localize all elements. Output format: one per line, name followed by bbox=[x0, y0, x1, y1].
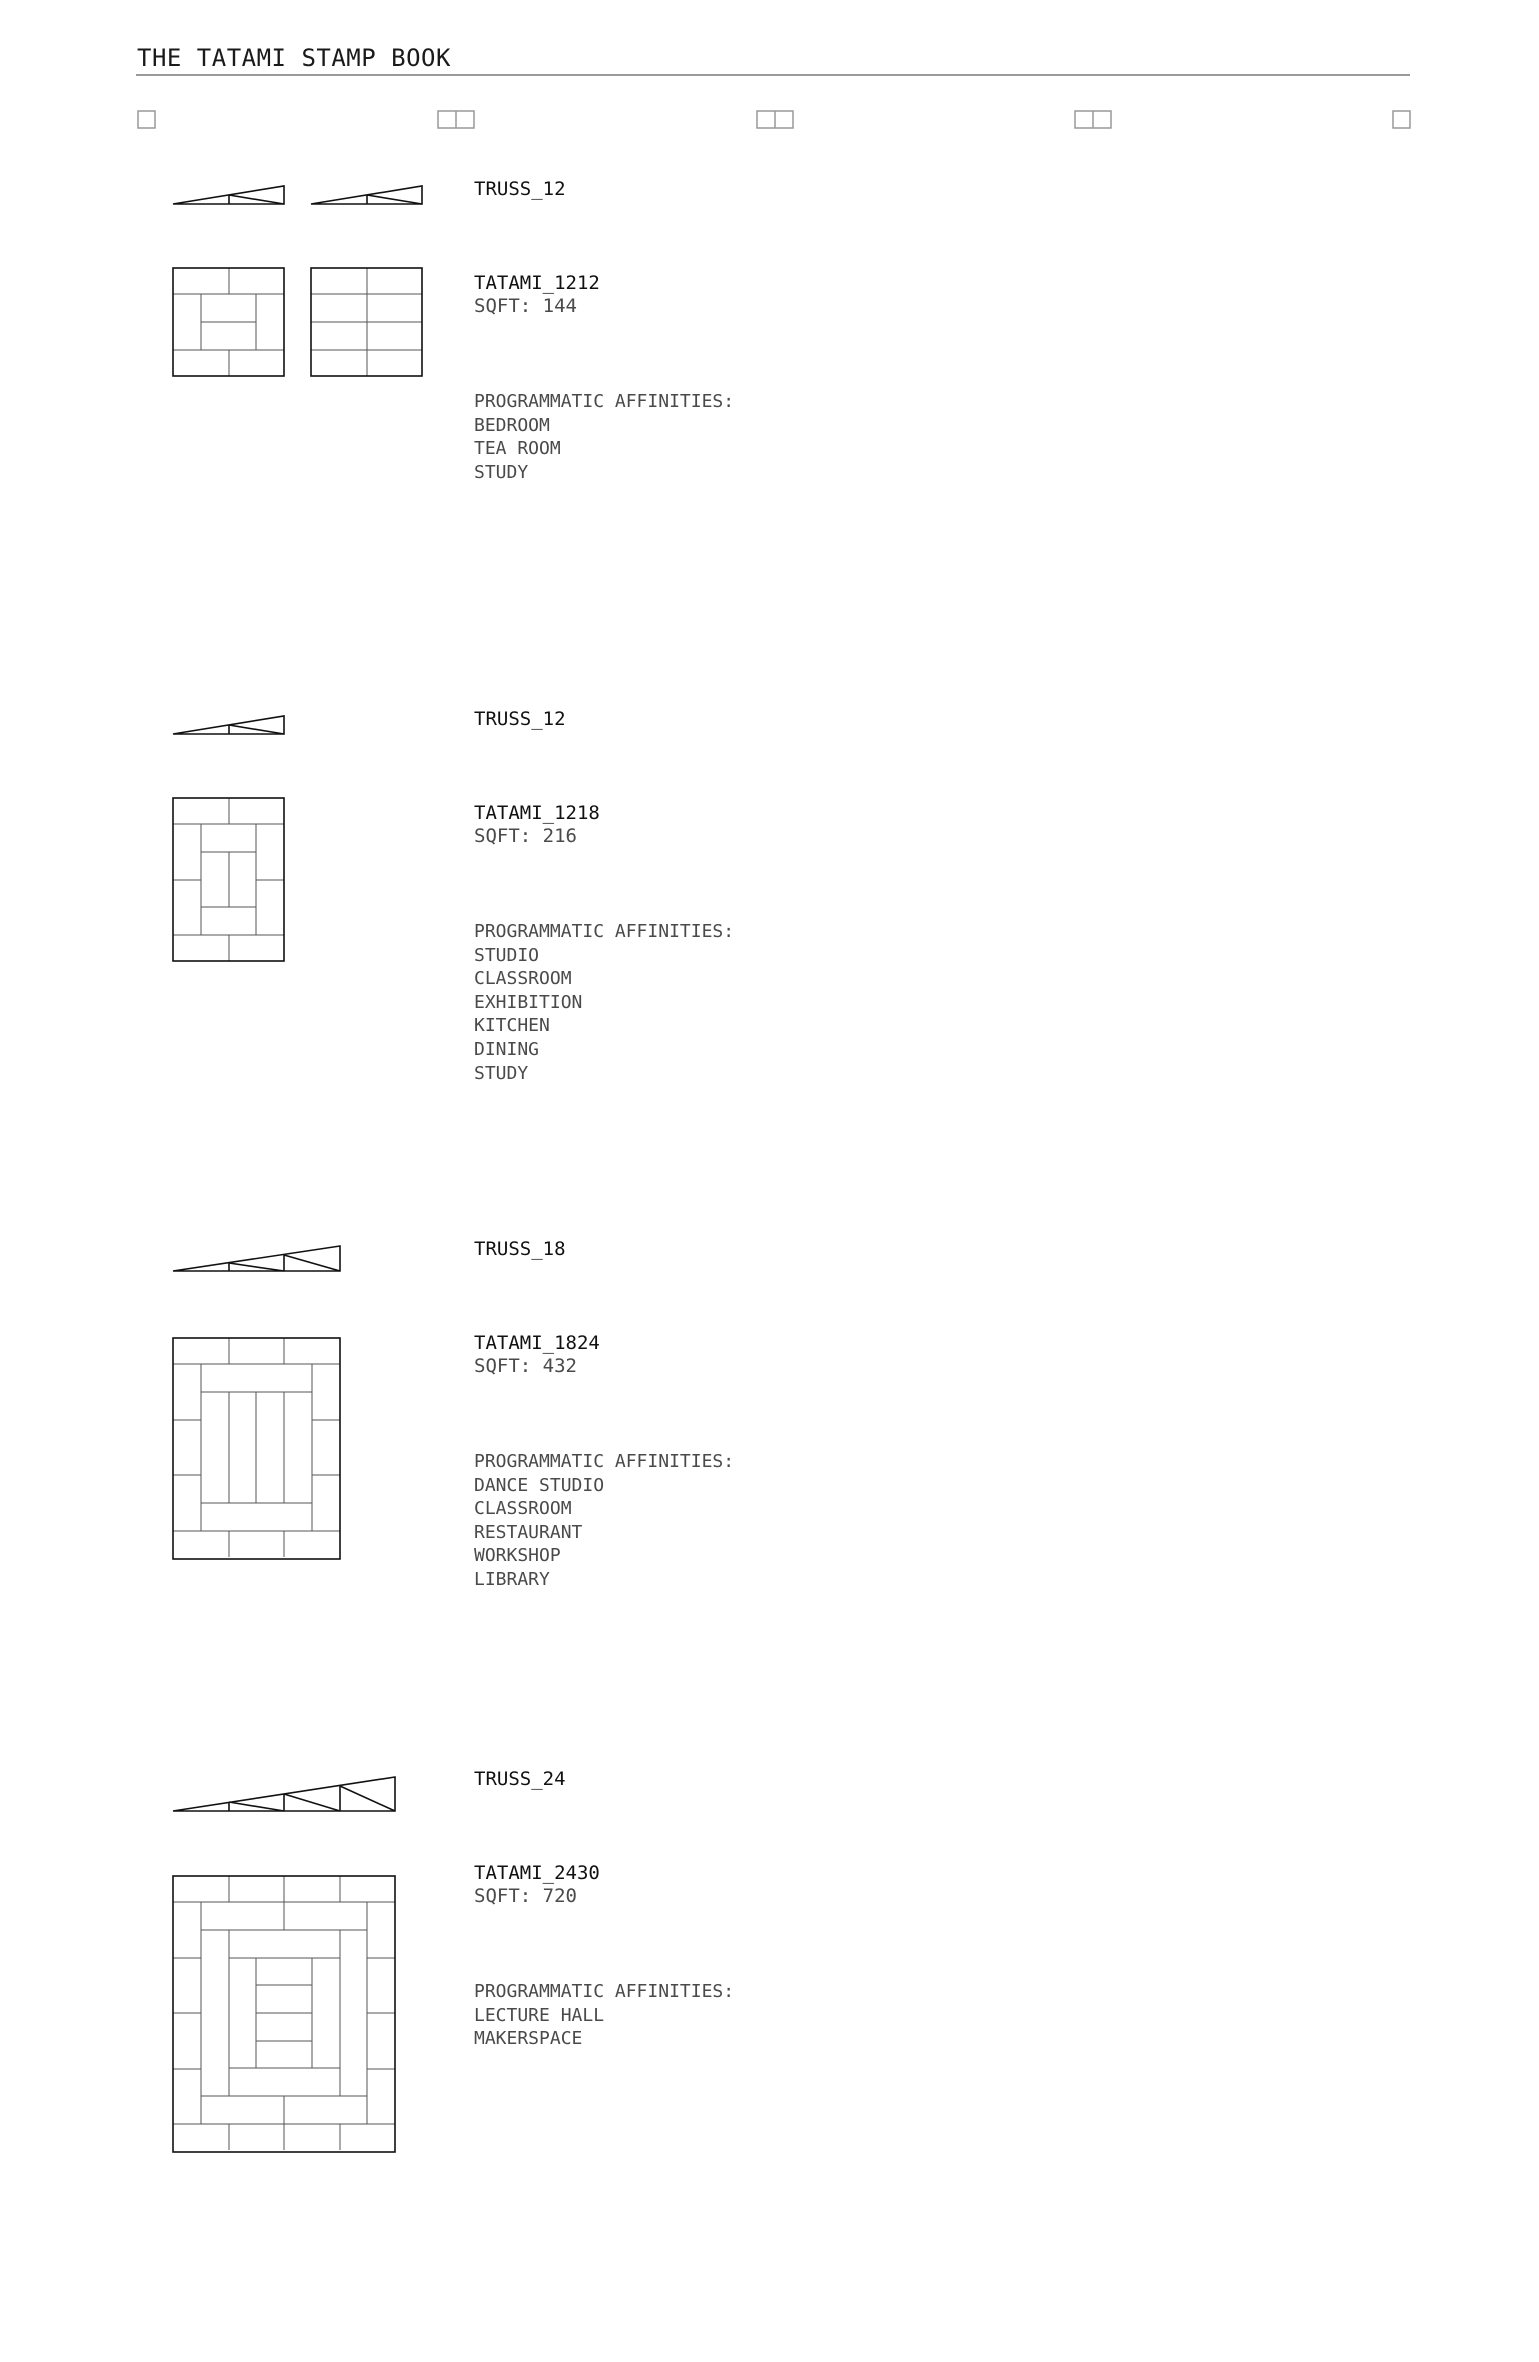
affinities-list bbox=[474, 1980, 734, 2051]
affinity-item: DINING bbox=[474, 1038, 540, 1060]
affinity-item: CLASSROOM bbox=[474, 968, 572, 990]
affinity-item: LECTURE HALL bbox=[474, 2004, 605, 2026]
tatami-label: TATAMI_1218 bbox=[474, 802, 600, 824]
sqft-value: SQFT: 216 bbox=[474, 825, 577, 847]
double-square-icon[interactable] bbox=[437, 110, 477, 130]
affinity-item: MAKERSPACE bbox=[474, 2028, 583, 2050]
truss-diagram bbox=[0, 1771, 440, 1816]
affinities-list bbox=[474, 920, 734, 1085]
double-square-icon[interactable] bbox=[756, 110, 796, 130]
tatami-plan bbox=[0, 266, 440, 386]
affinity-item: DANCE STUDIO bbox=[474, 1474, 605, 1496]
tatami-label: TATAMI_1212 bbox=[474, 272, 600, 294]
affinity-item: TEA ROOM bbox=[474, 438, 561, 460]
double-square-icon[interactable] bbox=[1074, 110, 1114, 130]
sqft-value: SQFT: 144 bbox=[474, 295, 577, 317]
affinity-item: RESTAURANT bbox=[474, 1521, 583, 1543]
single-square-icon[interactable] bbox=[137, 110, 157, 130]
affinities-heading: PROGRAMMATIC AFFINITIES: bbox=[474, 1981, 735, 2002]
tatami-plan bbox=[0, 796, 440, 966]
affinity-item: CLASSROOM bbox=[474, 1498, 572, 1520]
tatami-plan bbox=[0, 1874, 440, 2164]
truss-label: TRUSS_12 bbox=[474, 708, 566, 730]
truss-label: TRUSS_12 bbox=[474, 178, 566, 200]
truss-label: TRUSS_24 bbox=[474, 1768, 566, 1790]
affinities-heading: PROGRAMMATIC AFFINITIES: bbox=[474, 391, 735, 412]
truss-label: TRUSS_18 bbox=[474, 1238, 566, 1260]
affinity-item: STUDIO bbox=[474, 944, 540, 966]
truss-diagram bbox=[0, 710, 440, 740]
sqft-value: SQFT: 720 bbox=[474, 1885, 577, 1907]
tatami-label: TATAMI_1824 bbox=[474, 1332, 600, 1354]
title-rule bbox=[136, 74, 1410, 76]
affinity-item: STUDY bbox=[474, 1062, 529, 1084]
affinities-heading: PROGRAMMATIC AFFINITIES: bbox=[474, 921, 735, 942]
sqft-value: SQFT: 432 bbox=[474, 1355, 577, 1377]
affinity-item: KITCHEN bbox=[474, 1015, 550, 1037]
affinities-heading: PROGRAMMATIC AFFINITIES: bbox=[474, 1451, 735, 1472]
affinity-item: EXHIBITION bbox=[474, 991, 583, 1013]
truss-diagram bbox=[0, 180, 440, 210]
single-square-icon[interactable] bbox=[1392, 110, 1412, 130]
affinity-item: LIBRARY bbox=[474, 1568, 550, 1590]
affinity-item: STUDY bbox=[474, 461, 529, 483]
affinity-item: BEDROOM bbox=[474, 414, 550, 436]
tatami-plan bbox=[0, 1336, 440, 1566]
page-title: THE TATAMI STAMP BOOK bbox=[137, 44, 451, 72]
affinities-list bbox=[474, 390, 734, 484]
tatami-label: TATAMI_2430 bbox=[474, 1862, 600, 1884]
truss-diagram bbox=[0, 1240, 440, 1275]
affinities-list bbox=[474, 1450, 734, 1592]
affinity-item: WORKSHOP bbox=[474, 1545, 561, 1567]
